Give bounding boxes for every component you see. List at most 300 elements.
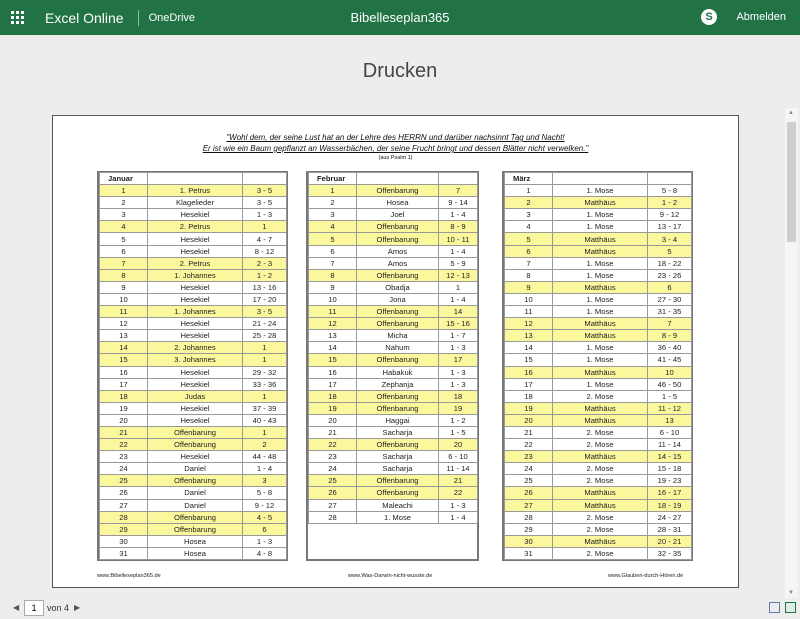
book-cell: Matthäus bbox=[553, 318, 648, 330]
chapter-cell: 14 - 15 bbox=[648, 451, 692, 463]
previous-page-icon[interactable]: ◀ bbox=[13, 603, 20, 612]
reading-row bbox=[505, 547, 692, 559]
chapter-cell: 13 bbox=[648, 414, 692, 426]
chapter-cell: 2 bbox=[243, 439, 287, 451]
footer-center: www.Was-Darwin-nicht-wusste.de bbox=[348, 573, 433, 579]
day-cell: 3 bbox=[505, 209, 553, 221]
day-cell: 10 bbox=[309, 293, 357, 305]
reading-row bbox=[505, 439, 692, 451]
pagination-bar bbox=[0, 598, 800, 619]
chapter-cell: 10 - 11 bbox=[439, 233, 478, 245]
day-cell: 20 bbox=[309, 414, 357, 426]
day-cell: 9 bbox=[100, 281, 148, 293]
book-cell: Jona bbox=[357, 293, 439, 305]
chapter-cell: 1 - 4 bbox=[243, 463, 287, 475]
book-cell: 1. Mose bbox=[357, 511, 439, 523]
reading-row bbox=[505, 414, 692, 426]
day-cell: 12 bbox=[505, 318, 553, 330]
reading-row bbox=[505, 523, 692, 535]
chapter-cell: 7 bbox=[648, 318, 692, 330]
reading-row bbox=[100, 463, 287, 475]
book-cell: Offenbarung bbox=[357, 354, 439, 366]
book-cell: Offenbarung bbox=[148, 511, 243, 523]
day-cell: 18 bbox=[100, 390, 148, 402]
chapter-cell: 17 - 20 bbox=[243, 293, 287, 305]
footer-left: www.Bibelleseplan365.de bbox=[97, 573, 161, 579]
onedrive-link[interactable]: OneDrive bbox=[148, 11, 196, 24]
book-cell: 2. Mose bbox=[553, 475, 648, 487]
day-cell: 25 bbox=[100, 475, 148, 487]
app-name[interactable]: Excel Online bbox=[45, 9, 124, 26]
reading-row bbox=[309, 511, 478, 523]
app-launcher-icon[interactable] bbox=[0, 0, 35, 35]
reading-row bbox=[309, 366, 478, 378]
page-view-icon[interactable] bbox=[769, 602, 780, 613]
day-cell: 27 bbox=[309, 499, 357, 511]
quote-line-2: Er ist wie ein Baum gepflanzt an Wasserbächen, der seine Frucht bringt und dessen Blätter nicht verwelken." bbox=[202, 144, 589, 153]
reading-row bbox=[505, 269, 692, 281]
month-table-maerz bbox=[504, 172, 692, 560]
chapter-cell: 29 - 32 bbox=[243, 366, 287, 378]
book-cell: Offenbarung bbox=[357, 487, 439, 499]
reading-row bbox=[100, 293, 287, 305]
day-cell: 1 bbox=[309, 185, 357, 197]
reading-row bbox=[309, 293, 478, 305]
header-cell bbox=[148, 173, 243, 185]
reading-row bbox=[505, 306, 692, 318]
chapter-cell: 1 - 3 bbox=[243, 209, 287, 221]
chapter-cell: 2 - 3 bbox=[243, 257, 287, 269]
month-name: März bbox=[505, 173, 553, 185]
book-cell: Haggai bbox=[357, 414, 439, 426]
chapter-cell: 27 - 30 bbox=[648, 293, 692, 305]
day-cell: 31 bbox=[100, 547, 148, 559]
chapter-cell: 15 - 16 bbox=[439, 318, 478, 330]
book-cell: Matthäus bbox=[553, 499, 648, 511]
day-cell: 30 bbox=[100, 535, 148, 547]
chapter-cell: 1 - 4 bbox=[439, 245, 478, 257]
book-cell: Matthäus bbox=[553, 487, 648, 499]
reading-row bbox=[505, 354, 692, 366]
book-cell: Obadja bbox=[357, 281, 439, 293]
book-cell: Matthäus bbox=[553, 535, 648, 547]
day-cell: 11 bbox=[100, 306, 148, 318]
reading-row bbox=[505, 245, 692, 257]
chapter-cell: 36 - 40 bbox=[648, 342, 692, 354]
book-cell: Matthäus bbox=[553, 451, 648, 463]
book-cell: Offenbarung bbox=[357, 402, 439, 414]
book-cell: Habakuk bbox=[357, 366, 439, 378]
book-cell: 1. Mose bbox=[553, 354, 648, 366]
quote-line-1: "Wohl dem, der seine Lust hat an der Lehre des HERRN und darüber nachsinnt Tag und Nacht! bbox=[226, 133, 565, 142]
chapter-cell: 6 - 10 bbox=[439, 451, 478, 463]
reading-row bbox=[100, 487, 287, 499]
day-cell: 11 bbox=[505, 306, 553, 318]
print-preview-page bbox=[52, 115, 739, 588]
chapter-cell: 9 - 12 bbox=[648, 209, 692, 221]
chapter-cell: 19 - 23 bbox=[648, 475, 692, 487]
day-cell: 7 bbox=[505, 257, 553, 269]
day-cell: 26 bbox=[309, 487, 357, 499]
day-cell: 6 bbox=[100, 245, 148, 257]
chapter-cell: 4 - 8 bbox=[243, 547, 287, 559]
day-cell: 1 bbox=[505, 185, 553, 197]
reading-row bbox=[505, 463, 692, 475]
reading-row bbox=[100, 499, 287, 511]
book-cell: 1. Mose bbox=[553, 293, 648, 305]
book-cell: 1. Johannes bbox=[148, 306, 243, 318]
day-cell: 13 bbox=[505, 330, 553, 342]
chapter-cell: 12 - 13 bbox=[439, 269, 478, 281]
book-cell: 1. Mose bbox=[553, 342, 648, 354]
chapter-cell: 22 bbox=[439, 487, 478, 499]
reading-row bbox=[100, 451, 287, 463]
next-page-icon[interactable]: ▶ bbox=[74, 603, 81, 612]
book-cell: Hosea bbox=[148, 535, 243, 547]
reading-row bbox=[100, 511, 287, 523]
reading-row bbox=[309, 390, 478, 402]
page-number-input[interactable] bbox=[24, 600, 44, 616]
document-title: Bibelleseplan365 bbox=[350, 10, 450, 25]
day-cell: 23 bbox=[505, 451, 553, 463]
chapter-cell: 5 - 9 bbox=[439, 257, 478, 269]
day-cell: 9 bbox=[505, 281, 553, 293]
reading-row bbox=[100, 342, 287, 354]
chapter-cell: 1 bbox=[243, 354, 287, 366]
chapter-cell: 6 - 10 bbox=[648, 426, 692, 438]
reading-row bbox=[100, 306, 287, 318]
month-header-row bbox=[100, 173, 287, 185]
book-cell: Sacharja bbox=[357, 451, 439, 463]
day-cell: 8 bbox=[309, 269, 357, 281]
book-cell: Judas bbox=[148, 390, 243, 402]
day-cell: 12 bbox=[100, 318, 148, 330]
day-cell: 3 bbox=[100, 209, 148, 221]
chapter-cell: 21 bbox=[439, 475, 478, 487]
chapter-cell: 1 - 3 bbox=[439, 342, 478, 354]
chapter-cell: 18 - 19 bbox=[648, 499, 692, 511]
reading-row bbox=[100, 257, 287, 269]
book-cell: 2. Mose bbox=[553, 463, 648, 475]
chapter-cell: 16 - 17 bbox=[648, 487, 692, 499]
chapter-cell: 5 - 8 bbox=[243, 487, 287, 499]
reading-row bbox=[309, 487, 478, 499]
chapter-cell: 3 - 5 bbox=[243, 197, 287, 209]
reading-row bbox=[100, 269, 287, 281]
book-cell: Amos bbox=[357, 245, 439, 257]
day-cell: 27 bbox=[100, 499, 148, 511]
book-cell: 2. Mose bbox=[553, 426, 648, 438]
book-cell: Amos bbox=[357, 257, 439, 269]
chapter-cell: 33 - 36 bbox=[243, 378, 287, 390]
book-cell: Offenbarung bbox=[357, 306, 439, 318]
chapter-cell: 1 - 5 bbox=[439, 426, 478, 438]
chapter-cell: 1 bbox=[243, 221, 287, 233]
book-cell: 2. Petrus bbox=[148, 257, 243, 269]
chapter-cell: 1 bbox=[243, 342, 287, 354]
reading-row bbox=[309, 439, 478, 451]
day-cell: 9 bbox=[309, 281, 357, 293]
chapter-cell: 7 bbox=[439, 185, 478, 197]
day-cell: 10 bbox=[100, 293, 148, 305]
book-cell: Offenbarung bbox=[148, 523, 243, 535]
chapter-cell: 28 - 31 bbox=[648, 523, 692, 535]
day-cell: 25 bbox=[505, 475, 553, 487]
day-cell: 7 bbox=[309, 257, 357, 269]
chapter-cell: 1 - 3 bbox=[439, 366, 478, 378]
scroll-up-icon[interactable]: ▲ bbox=[788, 110, 794, 116]
day-cell: 2 bbox=[100, 197, 148, 209]
day-cell: 8 bbox=[100, 269, 148, 281]
book-cell: 1. Mose bbox=[553, 209, 648, 221]
chapter-cell: 14 bbox=[439, 306, 478, 318]
book-cell: Matthäus bbox=[553, 366, 648, 378]
month-table-januar bbox=[99, 172, 287, 560]
book-cell: Matthäus bbox=[553, 281, 648, 293]
chapter-cell: 1 - 5 bbox=[648, 390, 692, 402]
scroll-down-icon[interactable]: ▼ bbox=[788, 590, 794, 596]
reading-row bbox=[309, 426, 478, 438]
book-cell: 2. Mose bbox=[553, 439, 648, 451]
day-cell: 8 bbox=[505, 269, 553, 281]
book-cell: Maleachi bbox=[357, 499, 439, 511]
reading-row bbox=[100, 318, 287, 330]
chapter-cell: 11 - 14 bbox=[439, 463, 478, 475]
reading-row bbox=[100, 245, 287, 257]
day-cell: 21 bbox=[505, 426, 553, 438]
chapter-cell: 1 - 7 bbox=[439, 330, 478, 342]
chapter-cell: 8 - 9 bbox=[648, 330, 692, 342]
chapter-cell: 1 bbox=[243, 390, 287, 402]
book-cell: Offenbarung bbox=[357, 390, 439, 402]
book-cell: 1. Mose bbox=[553, 306, 648, 318]
chapter-cell: 1 - 2 bbox=[439, 414, 478, 426]
reading-row bbox=[505, 390, 692, 402]
day-cell: 13 bbox=[100, 330, 148, 342]
book-cell: Offenbarung bbox=[357, 221, 439, 233]
reading-row bbox=[100, 330, 287, 342]
skype-icon[interactable]: S bbox=[701, 9, 717, 25]
day-cell: 22 bbox=[505, 439, 553, 451]
book-cell: 1. Mose bbox=[553, 221, 648, 233]
day-cell: 31 bbox=[505, 547, 553, 559]
chapter-cell: 40 - 43 bbox=[243, 414, 287, 426]
day-cell: 5 bbox=[309, 233, 357, 245]
header-cell bbox=[553, 173, 648, 185]
chapter-cell: 1 - 3 bbox=[439, 499, 478, 511]
chapter-cell: 5 bbox=[648, 245, 692, 257]
reading-row bbox=[309, 330, 478, 342]
book-cell: Klagelieder bbox=[148, 197, 243, 209]
day-cell: 29 bbox=[505, 523, 553, 535]
book-cell: Matthäus bbox=[553, 197, 648, 209]
chapter-cell: 46 - 50 bbox=[648, 378, 692, 390]
reading-row bbox=[505, 257, 692, 269]
sign-out-link[interactable]: Abmelden bbox=[736, 11, 786, 23]
reading-row bbox=[309, 499, 478, 511]
reading-row bbox=[309, 342, 478, 354]
book-cell: Hesekiel bbox=[148, 366, 243, 378]
day-cell: 15 bbox=[100, 354, 148, 366]
day-cell: 21 bbox=[100, 426, 148, 438]
reading-row bbox=[309, 221, 478, 233]
day-cell: 19 bbox=[309, 402, 357, 414]
book-cell: Daniel bbox=[148, 487, 243, 499]
book-cell: 2. Mose bbox=[553, 523, 648, 535]
day-cell: 7 bbox=[100, 257, 148, 269]
vertical-scrollbar[interactable] bbox=[785, 108, 798, 598]
chapter-cell: 24 - 27 bbox=[648, 511, 692, 523]
reading-row bbox=[505, 535, 692, 547]
day-cell: 5 bbox=[100, 233, 148, 245]
book-cell: Offenbarung bbox=[357, 269, 439, 281]
reading-row bbox=[100, 233, 287, 245]
day-cell: 6 bbox=[309, 245, 357, 257]
book-cell: 2. Mose bbox=[553, 547, 648, 559]
reading-row bbox=[100, 209, 287, 221]
reading-row bbox=[100, 439, 287, 451]
chapter-cell: 1 - 3 bbox=[439, 378, 478, 390]
day-cell: 28 bbox=[309, 511, 357, 523]
book-cell: Offenbarung bbox=[357, 475, 439, 487]
day-cell: 18 bbox=[505, 390, 553, 402]
month-header-row bbox=[309, 173, 478, 185]
month-table-februar bbox=[308, 172, 478, 524]
reading-row bbox=[100, 535, 287, 547]
book-cell: Offenbarung bbox=[357, 185, 439, 197]
book-cell: Matthäus bbox=[553, 233, 648, 245]
scrollbar-thumb[interactable] bbox=[787, 122, 796, 242]
chapter-cell: 9 - 14 bbox=[439, 197, 478, 209]
reading-row bbox=[505, 233, 692, 245]
reading-row bbox=[309, 197, 478, 209]
reading-row bbox=[505, 426, 692, 438]
book-cell: Micha bbox=[357, 330, 439, 342]
chapter-cell: 3 bbox=[243, 475, 287, 487]
day-cell: 11 bbox=[309, 306, 357, 318]
chapter-cell: 6 bbox=[243, 523, 287, 535]
book-cell: Hesekiel bbox=[148, 451, 243, 463]
book-cell: Hesekiel bbox=[148, 414, 243, 426]
chapter-cell: 1 - 4 bbox=[439, 511, 478, 523]
reading-row bbox=[100, 366, 287, 378]
chapter-cell: 6 bbox=[648, 281, 692, 293]
day-cell: 17 bbox=[309, 378, 357, 390]
book-cell: 2. Petrus bbox=[148, 221, 243, 233]
reading-row bbox=[309, 185, 478, 197]
day-cell: 26 bbox=[505, 487, 553, 499]
day-cell: 14 bbox=[309, 342, 357, 354]
day-cell: 17 bbox=[100, 378, 148, 390]
reading-row bbox=[505, 293, 692, 305]
day-cell: 23 bbox=[100, 451, 148, 463]
quote bbox=[53, 132, 738, 163]
chapter-cell: 41 - 45 bbox=[648, 354, 692, 366]
book-cell: Hesekiel bbox=[148, 318, 243, 330]
book-cell: Hosea bbox=[357, 197, 439, 209]
day-cell: 15 bbox=[309, 354, 357, 366]
chapter-cell: 31 - 35 bbox=[648, 306, 692, 318]
book-cell: 1. Mose bbox=[553, 378, 648, 390]
day-cell: 29 bbox=[100, 523, 148, 535]
reading-row bbox=[505, 475, 692, 487]
day-cell: 24 bbox=[100, 463, 148, 475]
reading-row bbox=[309, 463, 478, 475]
day-cell: 12 bbox=[309, 318, 357, 330]
page-count: von 4 bbox=[47, 603, 70, 613]
reading-row bbox=[100, 523, 287, 535]
reading-row bbox=[100, 185, 287, 197]
reading-row bbox=[100, 197, 287, 209]
day-cell: 13 bbox=[309, 330, 357, 342]
book-cell: 2. Johannes bbox=[148, 342, 243, 354]
reading-row bbox=[505, 366, 692, 378]
reading-row bbox=[309, 281, 478, 293]
reading-row bbox=[505, 330, 692, 342]
chapter-cell: 3 - 5 bbox=[243, 185, 287, 197]
day-cell: 3 bbox=[309, 209, 357, 221]
book-cell: Daniel bbox=[148, 463, 243, 475]
day-cell: 18 bbox=[309, 390, 357, 402]
day-cell: 14 bbox=[100, 342, 148, 354]
reading-row bbox=[100, 547, 287, 559]
book-cell: 2. Mose bbox=[553, 390, 648, 402]
reading-row bbox=[505, 318, 692, 330]
header-cell bbox=[357, 173, 439, 185]
chapter-cell: 1 - 2 bbox=[648, 197, 692, 209]
reading-row bbox=[100, 378, 287, 390]
reading-row bbox=[505, 185, 692, 197]
chapter-cell: 44 - 48 bbox=[243, 451, 287, 463]
month-name: Januar bbox=[100, 173, 148, 185]
book-cell: 1. Petrus bbox=[148, 185, 243, 197]
reading-row bbox=[100, 221, 287, 233]
reading-row bbox=[505, 221, 692, 233]
day-cell: 22 bbox=[309, 439, 357, 451]
reading-row bbox=[100, 475, 287, 487]
day-cell: 6 bbox=[505, 245, 553, 257]
reading-row bbox=[100, 402, 287, 414]
book-cell: Offenbarung bbox=[148, 439, 243, 451]
book-cell: Matthäus bbox=[553, 330, 648, 342]
chapter-cell: 13 - 16 bbox=[243, 281, 287, 293]
reading-row bbox=[100, 390, 287, 402]
book-cell: Hesekiel bbox=[148, 281, 243, 293]
reading-row bbox=[505, 342, 692, 354]
chapter-cell: 8 - 9 bbox=[439, 221, 478, 233]
chapter-cell: 1 - 4 bbox=[439, 293, 478, 305]
day-cell: 23 bbox=[309, 451, 357, 463]
day-cell: 2 bbox=[505, 197, 553, 209]
day-cell: 4 bbox=[309, 221, 357, 233]
chapter-cell: 18 - 22 bbox=[648, 257, 692, 269]
chapter-cell: 1 bbox=[439, 281, 478, 293]
day-cell: 4 bbox=[100, 221, 148, 233]
book-cell: Offenbarung bbox=[148, 426, 243, 438]
reading-row bbox=[505, 378, 692, 390]
book-cell: Matthäus bbox=[553, 414, 648, 426]
book-cell: 2. Mose bbox=[553, 511, 648, 523]
chapter-cell: 11 - 14 bbox=[648, 439, 692, 451]
footer-right: www.Glauben-durch-Hören.de bbox=[608, 573, 684, 579]
reading-row bbox=[505, 451, 692, 463]
chapter-cell: 37 - 39 bbox=[243, 402, 287, 414]
chapter-cell: 10 bbox=[648, 366, 692, 378]
chapter-cell: 17 bbox=[439, 354, 478, 366]
chapter-cell: 20 bbox=[439, 439, 478, 451]
reading-row bbox=[309, 475, 478, 487]
fit-view-icon[interactable] bbox=[785, 602, 796, 613]
